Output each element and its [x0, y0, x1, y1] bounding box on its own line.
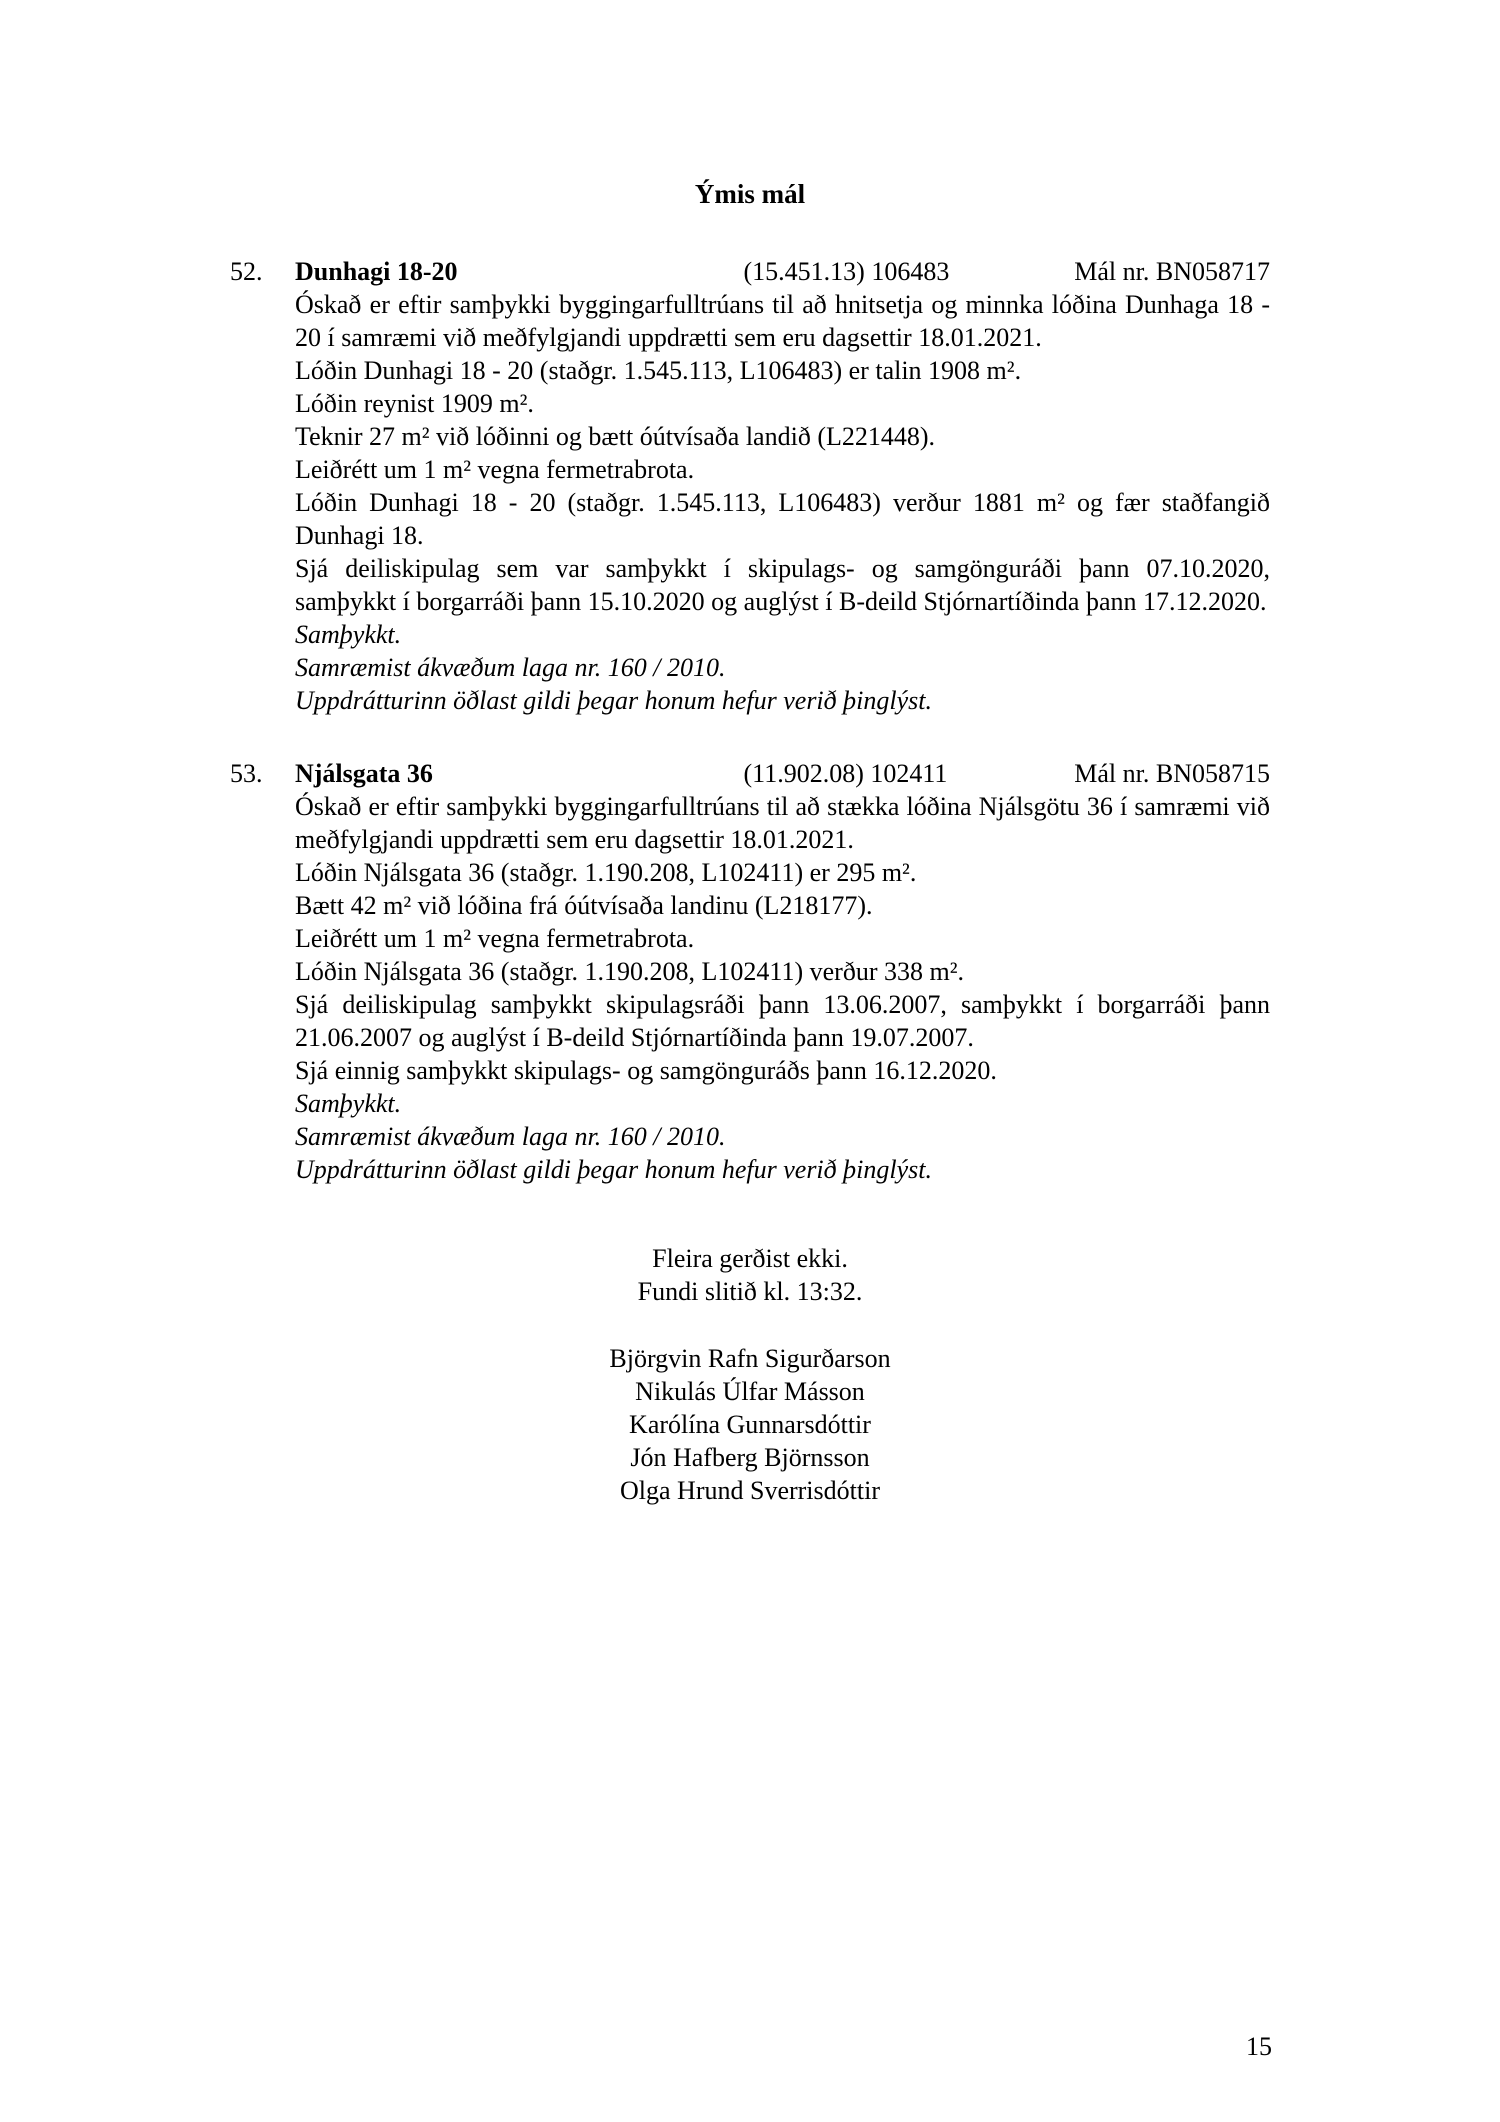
item-heading: Dunhagi 18-20 [295, 257, 458, 286]
paragraph: Lóðin Njálsgata 36 (staðgr. 1.190.208, L102411) er 295 m². [295, 858, 917, 887]
signature-name: Karólína Gunnarsdóttir [629, 1410, 871, 1439]
paragraph: Lóðin Njálsgata 36 (staðgr. 1.190.208, L102411) verður 338 m². [295, 957, 965, 986]
item-header [295, 757, 1270, 790]
paragraph: Sjá deiliskipulag sem var samþykkt í skipulags- og samgönguráði þann 07.10.2020, samþykkt í borgarráði þann 15.10.2020 og auglýst í B-deild Stjórnartíðinda þann 17.12.2020. [295, 554, 1270, 616]
item-number: 52. [230, 257, 263, 286]
case-number: Mál nr. BN058715 [1074, 759, 1270, 788]
signature-name: Björgvin Rafn Sigurðarson [609, 1344, 891, 1373]
signature-name: Jón Hafberg Björnsson [630, 1443, 870, 1472]
case-number: Mál nr. BN058717 [1074, 257, 1270, 286]
paragraph: Teknir 27 m² við lóðinni og bætt óútvísaða landið (L221448). [295, 422, 936, 451]
item-reference: (15.451.13) 106483 [743, 257, 950, 286]
item-heading: Njálsgata 36 [295, 759, 433, 788]
signature-block [230, 1342, 1270, 1507]
page-title: Ýmis mál [694, 179, 806, 209]
signature-name: Nikulás Úlfar Másson [635, 1377, 865, 1406]
agenda-item-53 [230, 757, 1270, 1186]
agenda-item-52 [230, 255, 1270, 717]
paragraph: Bætt 42 m² við lóðina frá óútvísaða landinu (L218177). [295, 891, 873, 920]
paragraph: Lóðin Dunhagi 18 - 20 (staðgr. 1.545.113, L106483) verður 1881 m² og fær staðfangið Dunhagi 18. [295, 488, 1270, 550]
page-number: 15 [1246, 2032, 1272, 2061]
decision-note: Samræmist ákvæðum laga nr. 160 / 2010. [295, 1122, 726, 1151]
paragraph: Óskað er eftir samþykki byggingarfulltrúans til að stækka lóðina Njálsgötu 36 í samræmi við meðfylgjandi uppdrætti sem eru dagsettir 18.01.2021. [295, 792, 1270, 854]
decision-note: Uppdrátturinn öðlast gildi þegar honum hefur verið þinglýst. [295, 1155, 932, 1184]
item-content [295, 255, 1270, 717]
item-number: 53. [230, 759, 263, 788]
item-content [295, 757, 1270, 1186]
paragraph: Sjá einnig samþykkt skipulags- og samgönguráðs þann 16.12.2020. [295, 1056, 997, 1085]
closing-line: Fleira gerðist ekki. [652, 1244, 848, 1273]
item-reference: (11.902.08) 102411 [743, 759, 948, 788]
decision-note: Samræmist ákvæðum laga nr. 160 / 2010. [295, 653, 726, 682]
paragraph: Sjá deiliskipulag samþykkt skipulagsráði þann 13.06.2007, samþykkt í borgarráði þann 21.06.2007 og auglýst í B-deild Stjórnartíðinda þann 19.07.2007. [295, 990, 1270, 1052]
decision-note: Samþykkt. [295, 1089, 402, 1118]
paragraph: Lóðin Dunhagi 18 - 20 (staðgr. 1.545.113, L106483) er talin 1908 m². [295, 356, 1022, 385]
paragraph: Óskað er eftir samþykki byggingarfulltrúans til að hnitsetja og minnka lóðina Dunhaga 18 - 20 í samræmi við meðfylgjandi uppdrætti sem eru dagsettir 18.01.2021. [295, 290, 1270, 352]
decision-note: Samþykkt. [295, 620, 402, 649]
closing-block [230, 1242, 1270, 1308]
signature-name: Olga Hrund Sverrisdóttir [620, 1476, 880, 1505]
item-header [295, 255, 1270, 288]
paragraph: Leiðrétt um 1 m² vegna fermetrabrota. [295, 455, 695, 484]
decision-note: Uppdrátturinn öðlast gildi þegar honum hefur verið þinglýst. [295, 686, 932, 715]
paragraph: Leiðrétt um 1 m² vegna fermetrabrota. [295, 924, 695, 953]
closing-line: Fundi slitið kl. 13:32. [637, 1277, 863, 1306]
paragraph: Lóðin reynist 1909 m². [295, 389, 534, 418]
